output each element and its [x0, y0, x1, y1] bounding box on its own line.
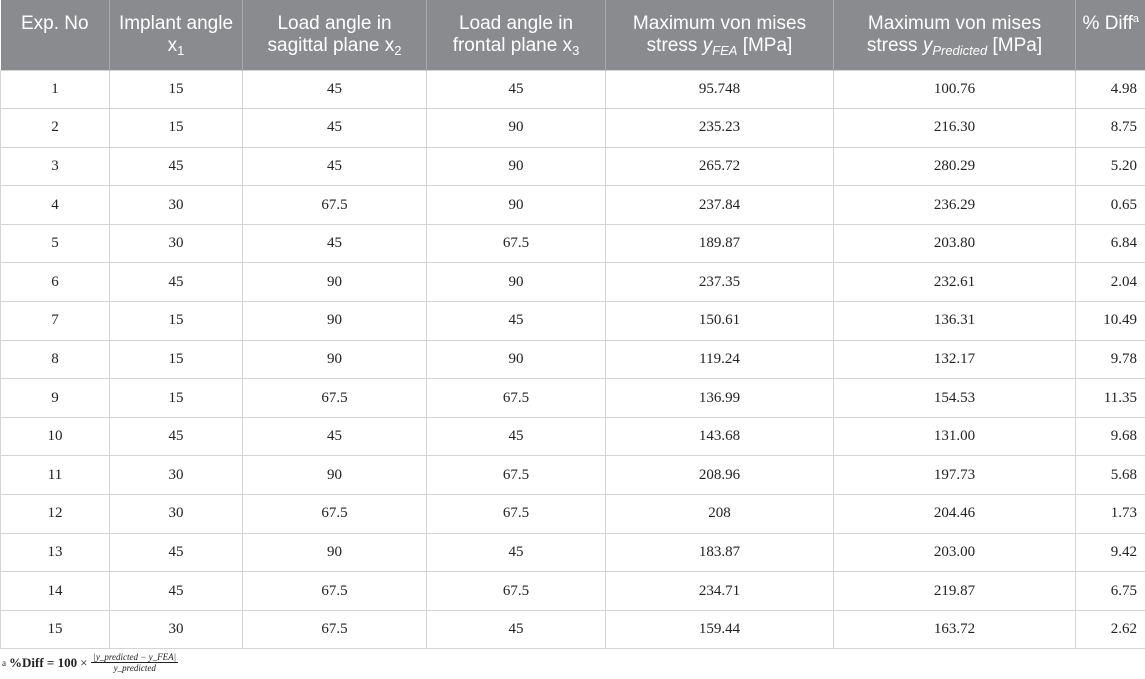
column-header-subscript: 1	[177, 43, 185, 58]
table-cell: 9.78	[1076, 340, 1145, 379]
table-cell: 15	[110, 70, 243, 109]
table-cell: 15	[1, 610, 110, 649]
table-cell: 183.87	[606, 533, 834, 572]
table-cell: 6.84	[1076, 224, 1145, 263]
table-cell: 100.76	[834, 70, 1076, 109]
table-cell: 2	[1, 109, 110, 148]
table-cell: 15	[110, 379, 243, 418]
footnote-numerator: |y_predicted − y_FEA|	[93, 652, 177, 662]
table-cell: 90	[427, 147, 606, 186]
table-cell: 232.61	[834, 263, 1076, 302]
table-cell: 45	[427, 302, 606, 341]
table-body	[1, 70, 1145, 649]
table-cell: 11.35	[1076, 379, 1145, 418]
table-cell: 2.04	[1076, 263, 1145, 302]
footnote-label: %Diff = 100	[9, 654, 78, 670]
column-header-superscript: a	[1132, 13, 1139, 25]
table-cell: 67.5	[427, 495, 606, 534]
table-cell: 14	[1, 572, 110, 611]
table-cell: 154.53	[834, 379, 1076, 418]
table-row	[1, 186, 1145, 225]
table-cell: 90	[243, 302, 427, 341]
table-cell: 234.71	[606, 572, 834, 611]
table-cell: 280.29	[834, 147, 1076, 186]
table-cell: 90	[427, 186, 606, 225]
table-cell: 45	[110, 572, 243, 611]
column-header-text: Maximum von mises stress	[632, 13, 807, 56]
table-cell: 8.75	[1076, 109, 1145, 148]
column-header-6	[1076, 0, 1145, 70]
table-cell: 197.73	[834, 456, 1076, 495]
table-cell: 136.99	[606, 379, 834, 418]
column-header-0	[1, 0, 110, 70]
table-cell: 132.17	[834, 340, 1076, 379]
table-header-row	[1, 0, 1145, 70]
table-cell: 219.87	[834, 572, 1076, 611]
table-row	[1, 456, 1145, 495]
table-row	[1, 70, 1145, 109]
column-header-variable: y	[922, 35, 933, 56]
table-cell: 67.5	[427, 456, 606, 495]
table-cell: 208	[606, 495, 834, 534]
table-cell: 4.98	[1076, 70, 1145, 109]
column-header-subscript: 3	[572, 43, 580, 58]
table-cell: 143.68	[606, 417, 834, 456]
table-row	[1, 109, 1145, 148]
footnote-times: ×	[80, 654, 88, 670]
table-cell: 236.29	[834, 186, 1076, 225]
table-cell: 150.61	[606, 302, 834, 341]
table-cell: 45	[427, 417, 606, 456]
table-cell: 45	[243, 109, 427, 148]
table-cell: 67.5	[243, 495, 427, 534]
table-row	[1, 495, 1145, 534]
column-header-text: Maximum von mises stress	[866, 13, 1042, 56]
table-cell: 45	[243, 224, 427, 263]
table-cell: 5.68	[1076, 456, 1145, 495]
table-cell: 3	[1, 147, 110, 186]
column-header-5	[834, 0, 1076, 70]
table-row	[1, 340, 1145, 379]
column-header-unit: [MPa]	[987, 35, 1043, 56]
table-cell: 90	[243, 340, 427, 379]
table-cell: 163.72	[834, 610, 1076, 649]
table-cell: 15	[110, 109, 243, 148]
table-cell: 45	[427, 533, 606, 572]
table-cell: 10	[1, 417, 110, 456]
table-cell: 45	[110, 147, 243, 186]
table-cell: 203.00	[834, 533, 1076, 572]
table-cell: 30	[110, 610, 243, 649]
table-row	[1, 263, 1145, 302]
table-cell: 45	[427, 70, 606, 109]
table-cell: 45	[110, 533, 243, 572]
table-cell: 8	[1, 340, 110, 379]
table-cell: 216.30	[834, 109, 1076, 148]
table-cell: 15	[110, 340, 243, 379]
column-header-text: Implant angle x	[118, 13, 234, 56]
table-cell: 0.65	[1076, 186, 1145, 225]
column-header-2	[243, 0, 427, 70]
column-header-unit: [MPa]	[737, 35, 793, 56]
table-row	[1, 147, 1145, 186]
table-cell: 4	[1, 186, 110, 225]
table-cell: 67.5	[243, 379, 427, 418]
table-cell: 13	[1, 533, 110, 572]
table-cell: 45	[110, 263, 243, 302]
table-row	[1, 417, 1145, 456]
table-cell: 67.5	[243, 186, 427, 225]
table-cell: 136.31	[834, 302, 1076, 341]
table-cell: 67.5	[427, 224, 606, 263]
table-cell: 30	[110, 495, 243, 534]
table-cell: 67.5	[427, 572, 606, 611]
table-cell: 7	[1, 302, 110, 341]
table-cell: 15	[110, 302, 243, 341]
column-header-variable: y	[702, 35, 713, 56]
column-header-3	[427, 0, 606, 70]
column-header-text: Load angle in sagittal plane x	[267, 13, 395, 56]
table-cell: 30	[110, 456, 243, 495]
table-row	[1, 379, 1145, 418]
table-cell: 12	[1, 495, 110, 534]
table-cell: 2.62	[1076, 610, 1145, 649]
table-cell: 119.24	[606, 340, 834, 379]
table-cell: 45	[427, 610, 606, 649]
table-row	[1, 572, 1145, 611]
column-header-subscript: FEA	[712, 43, 738, 58]
column-header-text: Exp. No	[20, 13, 89, 34]
footnote-fraction	[91, 652, 178, 673]
table-cell: 9.42	[1076, 533, 1145, 572]
table-cell: 67.5	[427, 379, 606, 418]
table-cell: 189.87	[606, 224, 834, 263]
table-cell: 95.748	[606, 70, 834, 109]
table-cell: 90	[427, 263, 606, 302]
table-cell: 208.96	[606, 456, 834, 495]
table-cell: 1.73	[1076, 495, 1145, 534]
column-header-subscript: 2	[394, 43, 402, 58]
table-cell: 90	[427, 109, 606, 148]
table-cell: 45	[243, 147, 427, 186]
table-cell: 67.5	[243, 572, 427, 611]
table-cell: 6.75	[1076, 572, 1145, 611]
table-row	[1, 224, 1145, 263]
table-cell: 5.20	[1076, 147, 1145, 186]
table-cell: 45	[243, 70, 427, 109]
footnote	[2, 652, 178, 673]
table-cell: 90	[427, 340, 606, 379]
table-cell: 131.00	[834, 417, 1076, 456]
table-cell: 237.35	[606, 263, 834, 302]
table-cell: 159.44	[606, 610, 834, 649]
table-cell: 30	[110, 186, 243, 225]
table-cell: 90	[243, 263, 427, 302]
table-cell: 9	[1, 379, 110, 418]
column-header-text: Load angle in frontal plane x	[452, 13, 574, 56]
table-cell: 5	[1, 224, 110, 263]
table-cell: 1	[1, 70, 110, 109]
table-cell: 11	[1, 456, 110, 495]
table-cell: 30	[110, 224, 243, 263]
table-cell: 203.80	[834, 224, 1076, 263]
table-row	[1, 302, 1145, 341]
table-cell: 45	[243, 417, 427, 456]
column-header-4	[606, 0, 834, 70]
column-header-text: % Diff	[1082, 13, 1133, 34]
table-cell: 235.23	[606, 109, 834, 148]
table-cell: 204.46	[834, 495, 1076, 534]
column-header-1	[110, 0, 243, 70]
table-cell: 10.49	[1076, 302, 1145, 341]
table-cell: 45	[110, 417, 243, 456]
table-cell: 90	[243, 456, 427, 495]
table-cell: 9.68	[1076, 417, 1145, 456]
column-header-subscript: Predicted	[932, 43, 988, 58]
table-row	[1, 533, 1145, 572]
table-cell: 265.72	[606, 147, 834, 186]
table-cell: 237.84	[606, 186, 834, 225]
table-cell: 67.5	[243, 610, 427, 649]
table-cell: 6	[1, 263, 110, 302]
table-row	[1, 610, 1145, 649]
footnote-denominator: y_predicted	[113, 663, 156, 673]
footnote-marker: a	[2, 657, 6, 668]
table-cell: 90	[243, 533, 427, 572]
